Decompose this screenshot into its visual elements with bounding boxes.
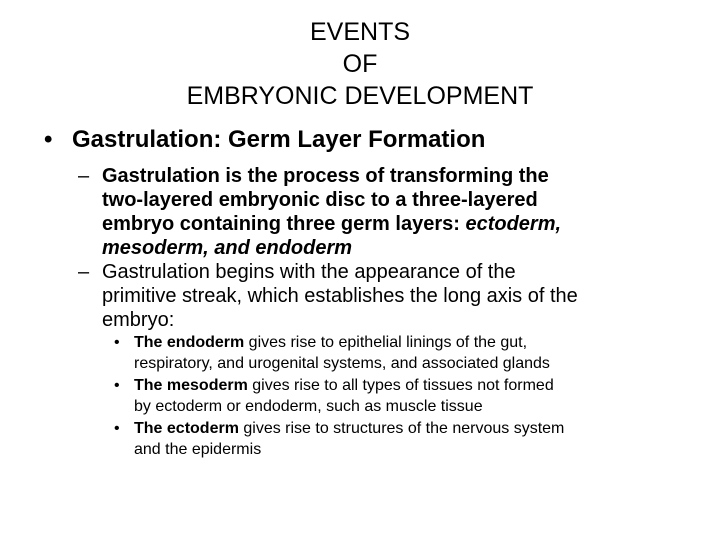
sub-sub-bullet-ectoderm: [114, 418, 704, 460]
bullet-gastrulation-heading: [44, 124, 485, 156]
title-line-2: OF: [342, 50, 378, 78]
definition-line-3-italic: ectoderm,: [465, 213, 562, 235]
title-line-1: EVENTS: [309, 18, 411, 46]
mesoderm-line-1: gives rise to all types of tissues not formed: [247, 377, 554, 394]
ectoderm-line-2: and the epidermis: [134, 441, 262, 458]
dash-marker: –: [78, 261, 90, 283]
bullet-marker: •: [114, 334, 120, 351]
dash-marker: –: [78, 165, 90, 187]
ectoderm-term: The ectoderm: [134, 420, 239, 437]
title-line-3: EMBRYONIC DEVELOPMENT: [186, 82, 534, 110]
sub-bullet-definition: [78, 164, 688, 260]
slide-title: [0, 16, 720, 112]
bullet-text: Gastrulation: Germ Layer Formation: [72, 126, 486, 153]
bullet-marker: •: [44, 126, 53, 153]
definition-line-3: embryo containing three germ layers:: [102, 213, 460, 235]
sub-sub-bullet-endoderm: [114, 332, 704, 374]
mesoderm-line-2: by ectoderm or endoderm, such as muscle tissue: [134, 398, 483, 415]
streak-line-3: embryo:: [102, 309, 175, 331]
streak-line-1: Gastrulation begins with the appearance of the: [102, 261, 516, 283]
sub-bullet-primitive-streak: [78, 260, 688, 332]
endoderm-line-2: respiratory, and urogenital systems, and associated glands: [134, 355, 550, 372]
bullet-marker: •: [114, 420, 120, 437]
bullet-marker: •: [114, 377, 120, 394]
endoderm-line-1: gives rise to epithelial linings of the gut,: [244, 334, 528, 351]
sub-sub-bullet-mesoderm: [114, 375, 704, 417]
mesoderm-term: The mesoderm: [134, 377, 248, 394]
definition-line-2: two-layered embryonic disc to a three-layered: [102, 189, 538, 211]
streak-line-2: primitive streak, which establishes the long axis of the: [102, 285, 578, 307]
definition-line-4-italic: mesoderm, and endoderm: [102, 237, 353, 259]
endoderm-term: The endoderm: [134, 334, 245, 351]
definition-line-1: Gastrulation is the process of transforming the: [102, 165, 549, 187]
ectoderm-line-1: gives rise to structures of the nervous system: [238, 420, 565, 437]
